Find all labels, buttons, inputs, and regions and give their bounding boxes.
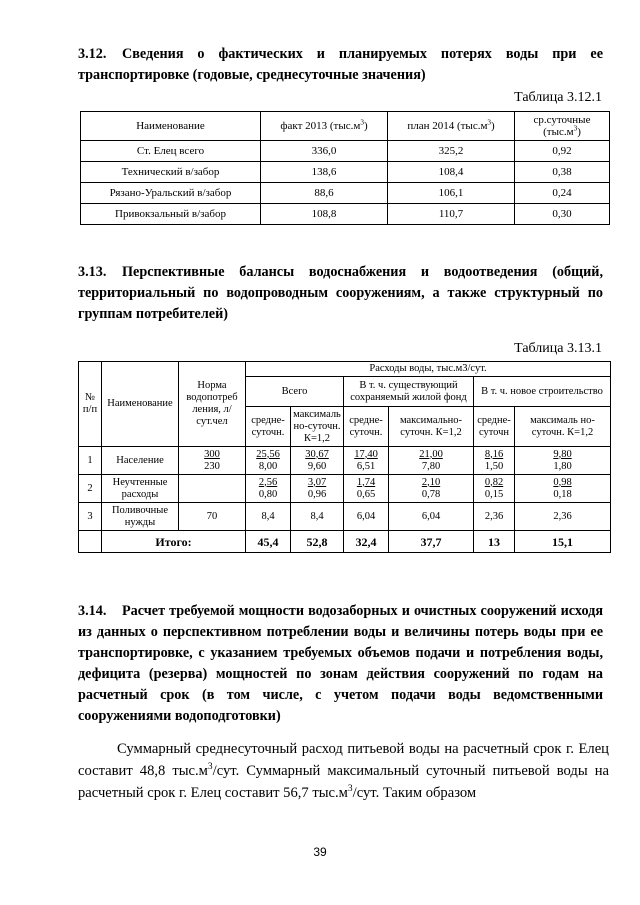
section-3-12-heading — [78, 44, 603, 86]
column-header: Всего — [246, 377, 344, 407]
table-row: Рязано-Уральский в/забор 88,6 106,1 0,24 — [81, 183, 610, 204]
column-header: В т. ч. существующий сохраняемый жилой фонд — [344, 377, 474, 407]
column-header: В т. ч. новое строительство — [474, 377, 611, 407]
column-header: ср.суточные $(тыс.м^3)$ — [515, 112, 610, 141]
table-row: Ст. Елец всего 336,0 325,2 0,92 — [81, 141, 610, 162]
column-header: Наименование — [81, 112, 261, 141]
table-row: 3 Поливочные нужды 70 8,4 8,4 6,04 6,04 2,36 2,36 — [79, 503, 611, 531]
column-header: средне-суточн. — [344, 407, 389, 447]
section-title: Перспективные балансы водоснабжения и водоотведения (общий, территориальный по водопроводным сооружениям, а также структурный по группам потребителей) — [78, 264, 603, 322]
table-row: Технический в/забор 138,6 108,4 0,38 — [81, 162, 610, 183]
page-number: 39 — [313, 845, 327, 859]
section-number: 3.12. — [78, 46, 107, 62]
balance-table — [78, 361, 611, 553]
table-row: Привокзальный в/забор 108,8 110,7 0,30 — [81, 204, 610, 225]
column-header: средне-суточн — [474, 407, 515, 447]
column-header: максимально-суточн. К=1,2 — [389, 407, 474, 447]
column-header: Норма водопотреб ления, л/сут.чел — [179, 362, 246, 447]
total-row: Итого: 45,4 52,8 32,4 37,7 13 15,1 — [79, 531, 611, 553]
column-header: факт 2013 $(тыс.м^3)$ — [261, 112, 388, 141]
column-header: Расходы воды, тыс.м3/сут. — [246, 362, 611, 377]
section-3-13-heading — [78, 262, 603, 325]
table-caption: Таблица 3.13.1 — [514, 341, 602, 356]
table-row: 2 Неучтенные расходы 2,56 0,80 3,07 0,96 1,74 0,65 2,10 0,78 0,82 0,15 0,98 0,18 — [79, 475, 611, 503]
section-3-14-heading — [78, 601, 603, 727]
table-caption: Таблица 3.12.1 — [514, 90, 602, 105]
section-title: Расчет требуемой мощности водозаборных и очистных сооружений исходя из данных о перспективном потреблении воды и величины потерь воды при ее транспортировке, с указанием требуемых объемов подачи и потребления воды, дефицита (резерва) мощностей по зонам действия сооружений по годам на расчетный срок (в том числе, с учетом подачи воды ведомственными сооружениями водоподготовки) — [78, 603, 603, 724]
column-header: № п/п — [79, 362, 102, 447]
column-header: средне-суточн. — [246, 407, 291, 447]
column-header: план 2014 $(тыс.м^3)$ — [388, 112, 515, 141]
column-header: максималь но-суточн. К=1,2 — [515, 407, 611, 447]
section-title: Сведения о фактических и планируемых потерях воды при ее транспортировке (годовые, среднесуточные значения) — [78, 46, 603, 83]
section-number: 3.14. — [78, 603, 107, 619]
body-paragraph: Суммарный среднесуточный расход питьевой воды на расчетный срок г. Елец составит 48,8 $тыс.м^3$/сут. Суммарный максимальный суточный питьевой воды на расчетный срок г. Елец составит 56,7 $тыс.м^3$/сут. Таким образом — [78, 741, 609, 801]
column-header: Наименование — [102, 362, 179, 447]
table-row: 1 Население 300 230 25,56 8,00 30,67 9,60 17,40 6,51 21,00 7,80 8,16 1,50 9,80 1,80 — [79, 447, 611, 475]
column-header: максималь но-суточн. К=1,2 — [291, 407, 344, 447]
losses-table — [80, 111, 610, 225]
section-number: 3.13. — [78, 264, 107, 280]
